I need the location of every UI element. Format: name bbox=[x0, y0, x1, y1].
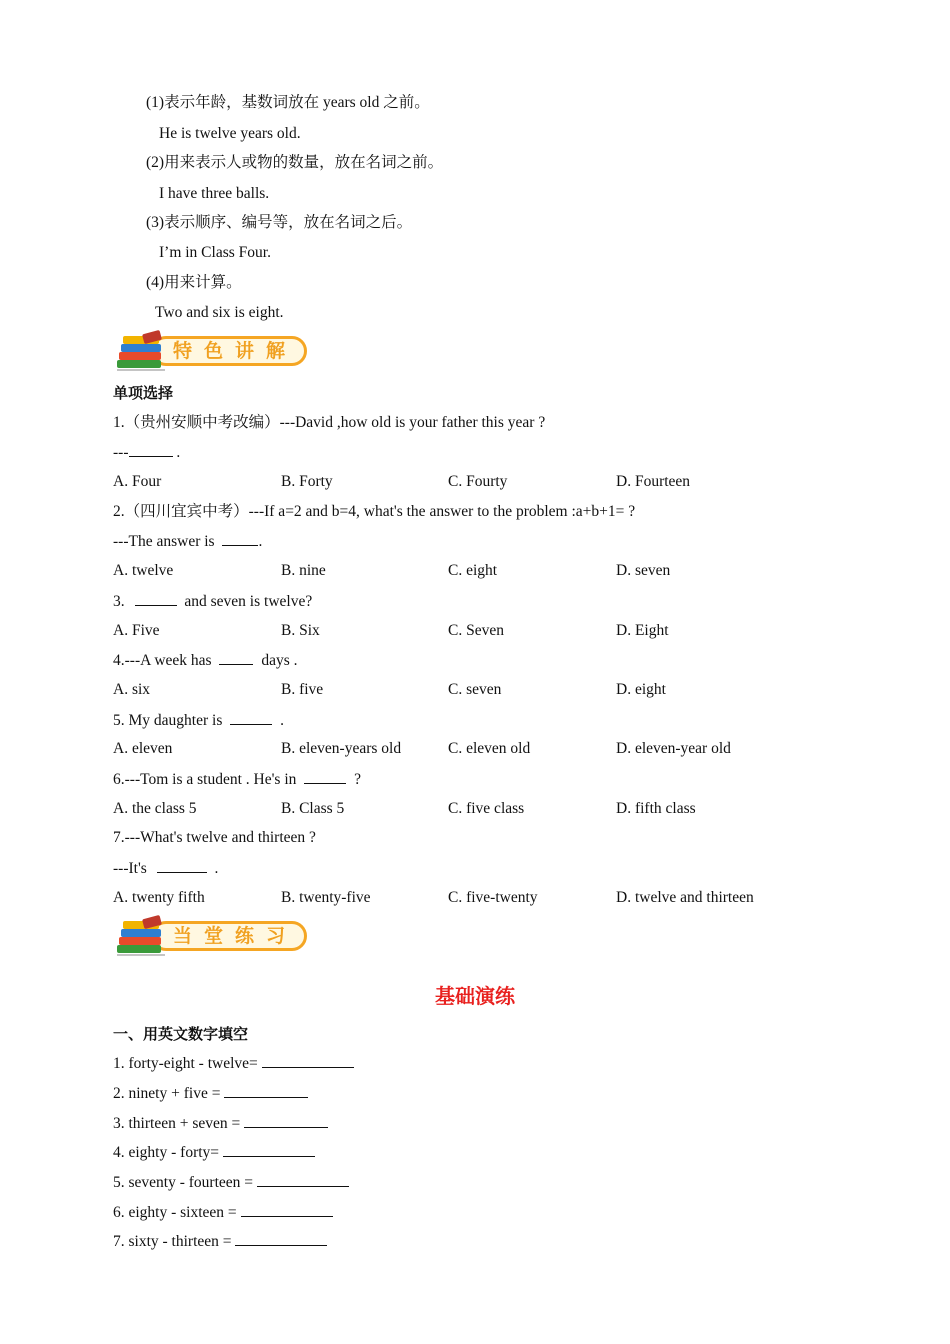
fill-item-2 bbox=[113, 1083, 308, 1104]
stem-prefix: 6.---Tom is a student . He's in bbox=[113, 771, 301, 788]
fill-item-text: 1. forty-eight - twelve= bbox=[113, 1055, 262, 1072]
fill-item-text: 5. seventy - fourteen = bbox=[113, 1174, 257, 1191]
answer-blank[interactable] bbox=[135, 591, 177, 606]
q5-option-a[interactable]: A. eleven bbox=[113, 740, 173, 757]
books-icon bbox=[113, 915, 169, 959]
q3-option-b[interactable]: B. Six bbox=[281, 622, 320, 639]
q7-option-c[interactable]: C. five-twenty bbox=[448, 889, 538, 906]
stem-prefix: 3. bbox=[113, 593, 129, 610]
q5-option-d[interactable]: D. eleven-year old bbox=[616, 740, 731, 757]
fill-item-4 bbox=[113, 1142, 315, 1163]
q4-option-a[interactable]: A. six bbox=[113, 681, 151, 698]
fill-item-text: 4. eighty - forty= bbox=[113, 1144, 223, 1161]
q1-option-b[interactable]: B. Forty bbox=[281, 473, 333, 490]
q5-option-c[interactable]: C. eleven old bbox=[448, 740, 531, 757]
answer-suffix: . bbox=[210, 860, 219, 877]
q1-option-a[interactable]: A. Four bbox=[113, 473, 162, 490]
q4-option-b[interactable]: B. five bbox=[281, 681, 324, 698]
rule-4: (4)用来计算。 bbox=[146, 274, 242, 291]
fill-blank[interactable] bbox=[257, 1172, 349, 1187]
q6-option-d[interactable]: D. fifth class bbox=[616, 800, 696, 817]
fill-item-5 bbox=[113, 1172, 349, 1193]
example-1: He is twelve years old. bbox=[159, 125, 301, 142]
question-2-answer-line bbox=[113, 531, 262, 552]
question-7-answer-line bbox=[113, 858, 218, 879]
section-heading-single-choice: 单项选择 bbox=[113, 384, 174, 402]
fill-blank[interactable] bbox=[235, 1231, 327, 1246]
answer-suffix: . bbox=[172, 444, 181, 461]
fill-blank[interactable] bbox=[262, 1053, 354, 1068]
q4-option-c[interactable]: C. seven bbox=[448, 681, 502, 698]
section-title-basic-practice: 基础演练 bbox=[435, 984, 515, 1008]
q2-option-c[interactable]: C. eight bbox=[448, 562, 498, 579]
q3-option-a[interactable]: A. Five bbox=[113, 622, 160, 639]
q6-option-b[interactable]: B. Class 5 bbox=[281, 800, 345, 817]
answer-prefix: --- bbox=[113, 444, 129, 461]
stem-suffix: . bbox=[276, 712, 284, 729]
fill-in-heading: 一、用英文数字填空 bbox=[113, 1025, 249, 1043]
q7-option-b[interactable]: B. twenty-five bbox=[281, 889, 371, 906]
q6-option-a[interactable]: A. the class 5 bbox=[113, 800, 197, 817]
stem-suffix: ? bbox=[350, 771, 362, 788]
q1-option-c[interactable]: C. Fourty bbox=[448, 473, 508, 490]
fill-item-1 bbox=[113, 1053, 354, 1074]
question-1-stem: 1.（贵州安顺中考改编）---David ,how old is your father this year ? bbox=[113, 414, 546, 431]
q2-option-d[interactable]: D. seven bbox=[616, 562, 671, 579]
question-7-stem: 7.---What's twelve and thirteen ? bbox=[113, 829, 316, 846]
answer-blank[interactable] bbox=[304, 769, 346, 784]
banner-title: 特色讲解 bbox=[173, 340, 298, 362]
question-6-stem bbox=[113, 769, 361, 790]
stem-suffix: and seven is twelve? bbox=[180, 593, 313, 610]
fill-blank[interactable] bbox=[223, 1142, 315, 1157]
answer-blank[interactable] bbox=[129, 442, 173, 457]
books-icon bbox=[113, 330, 169, 374]
fill-item-3 bbox=[113, 1113, 328, 1134]
answer-prefix: ---The answer is bbox=[113, 533, 219, 550]
question-4-stem bbox=[113, 650, 298, 671]
stem-suffix: days . bbox=[257, 652, 298, 669]
answer-suffix: . bbox=[258, 533, 263, 550]
fill-item-text: 7. sixty - thirteen = bbox=[113, 1233, 236, 1250]
answer-blank[interactable] bbox=[157, 858, 207, 873]
q2-option-a[interactable]: A. twelve bbox=[113, 562, 174, 579]
question-2-stem: 2.（四川宜宾中考）---If a=2 and b=4, what's the answer to the problem :a+b+1= ? bbox=[113, 503, 636, 520]
answer-blank[interactable] bbox=[219, 650, 253, 665]
answer-prefix: ---It's bbox=[113, 860, 151, 877]
example-3: I’m in Class Four. bbox=[159, 244, 271, 261]
q5-option-b[interactable]: B. eleven-years old bbox=[281, 740, 402, 757]
q6-option-c[interactable]: C. five class bbox=[448, 800, 525, 817]
answer-blank[interactable] bbox=[222, 531, 258, 546]
fill-item-text: 2. ninety + five = bbox=[113, 1085, 225, 1102]
stem-prefix: 4.---A week has bbox=[113, 652, 216, 669]
question-1-answer-line bbox=[113, 442, 180, 463]
q4-option-d[interactable]: D. eight bbox=[616, 681, 666, 698]
question-5-stem bbox=[113, 710, 284, 731]
question-3-stem bbox=[113, 591, 312, 612]
example-2: I have three balls. bbox=[159, 185, 270, 202]
q1-option-d[interactable]: D. Fourteen bbox=[616, 473, 691, 490]
fill-item-text: 6. eighty - sixteen = bbox=[113, 1204, 241, 1221]
q3-option-c[interactable]: C. Seven bbox=[448, 622, 504, 639]
answer-blank[interactable] bbox=[230, 710, 272, 725]
q7-option-d[interactable]: D. twelve and thirteen bbox=[616, 889, 754, 906]
fill-item-6 bbox=[113, 1202, 333, 1223]
banner-title: 当堂练习 bbox=[173, 925, 298, 947]
rule-3: (3)表示顺序、编号等，放在名词之后。 bbox=[146, 214, 413, 231]
fill-blank[interactable] bbox=[241, 1202, 333, 1217]
fill-item-7 bbox=[113, 1231, 327, 1252]
rule-2: (2)用来表示人或物的数量，放在名词之前。 bbox=[146, 154, 444, 171]
rule-1: (1)表示年龄，基数词放在 years old 之前。 bbox=[146, 94, 430, 111]
q3-option-d[interactable]: D. Eight bbox=[616, 622, 669, 639]
fill-item-text: 3. thirteen + seven = bbox=[113, 1115, 245, 1132]
example-4: Two and six is eight. bbox=[155, 304, 284, 321]
q2-option-b[interactable]: B. nine bbox=[281, 562, 326, 579]
fill-blank[interactable] bbox=[244, 1113, 328, 1128]
banner-classroom-practice bbox=[113, 915, 309, 959]
fill-blank[interactable] bbox=[224, 1083, 308, 1098]
banner-feature-explanation bbox=[113, 330, 309, 374]
q7-option-a[interactable]: A. twenty fifth bbox=[113, 889, 205, 906]
stem-prefix: 5. My daughter is bbox=[113, 712, 227, 729]
